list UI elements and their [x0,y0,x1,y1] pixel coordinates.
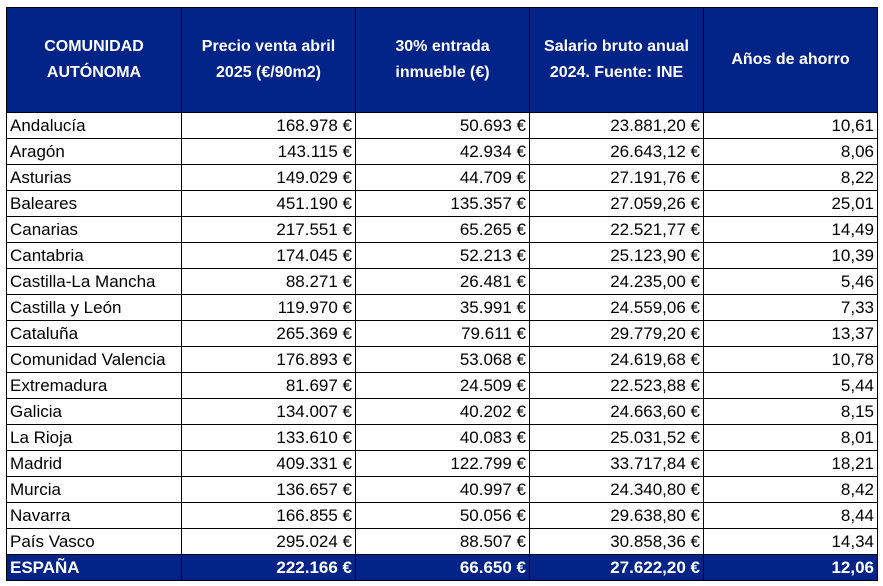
cell-salario[interactable]: 22.523,88 € [530,373,704,399]
cell-salario[interactable]: 25.123,90 € [530,243,704,269]
cell-anos[interactable]: 8,42 [704,477,878,503]
cell-anos[interactable]: 18,21 [704,451,878,477]
cell-entrada[interactable]: 79.611 € [356,321,530,347]
cell-entrada[interactable]: 53.068 € [356,347,530,373]
cell-region[interactable]: Murcia [7,477,182,503]
cell-salario[interactable]: 24.663,60 € [530,399,704,425]
cell-salario[interactable]: 24.235,00 € [530,269,704,295]
cell-region[interactable]: La Rioja [7,425,182,451]
cell-anos[interactable]: 10,61 [704,113,878,139]
cell-precio[interactable]: 168.978 € [182,113,356,139]
cell-entrada[interactable]: 42.934 € [356,139,530,165]
header-salario[interactable]: Salario bruto anual 2024. Fuente: INE [530,8,704,113]
cell-precio[interactable]: 119.970 € [182,295,356,321]
cell-salario[interactable]: 29.779,20 € [530,321,704,347]
total-cell-anos[interactable]: 12,06 [704,555,878,581]
cell-region[interactable]: Cataluña [7,321,182,347]
table-row [7,295,878,321]
cell-entrada[interactable]: 52.213 € [356,243,530,269]
cell-region[interactable]: Asturias [7,165,182,191]
cell-region[interactable]: Canarias [7,217,182,243]
cell-salario[interactable]: 22.521,77 € [530,217,704,243]
header-row [7,8,878,113]
cell-salario[interactable]: 30.858,36 € [530,529,704,555]
cell-region[interactable]: Castilla-La Mancha [7,269,182,295]
cell-salario[interactable]: 27.191,76 € [530,165,704,191]
cell-region[interactable]: Castilla y León [7,295,182,321]
cell-anos[interactable]: 10,78 [704,347,878,373]
spreadsheet-table-container [6,7,877,582]
total-cell-region[interactable]: ESPAÑA [7,555,182,581]
header-precio-venta[interactable]: Precio venta abril 2025 (€/90m2) [182,8,356,113]
table-row [7,113,878,139]
table-row [7,451,878,477]
cell-entrada[interactable]: 50.056 € [356,503,530,529]
total-row [7,555,878,581]
cell-salario[interactable]: 24.619,68 € [530,347,704,373]
cell-anos[interactable]: 7,33 [704,295,878,321]
table-body [7,113,878,555]
cell-precio[interactable]: 143.115 € [182,139,356,165]
cell-precio[interactable]: 88.271 € [182,269,356,295]
cell-region[interactable]: Extremadura [7,373,182,399]
cell-precio[interactable]: 174.045 € [182,243,356,269]
cell-region[interactable]: Comunidad Valencia [7,347,182,373]
table-row [7,477,878,503]
table-row [7,243,878,269]
cell-precio[interactable]: 451.190 € [182,191,356,217]
total-cell-salario[interactable]: 27.622,20 € [530,555,704,581]
cell-anos[interactable]: 8,15 [704,399,878,425]
cell-salario[interactable]: 24.340,80 € [530,477,704,503]
cell-salario[interactable]: 23.881,20 € [530,113,704,139]
cell-anos[interactable]: 8,06 [704,139,878,165]
cell-entrada[interactable]: 26.481 € [356,269,530,295]
total-cell-entrada[interactable]: 66.650 € [356,555,530,581]
table-row [7,373,878,399]
table-row [7,139,878,165]
cell-entrada[interactable]: 50.693 € [356,113,530,139]
header-comunidad[interactable]: COMUNIDAD AUTÓNOMA [7,8,182,113]
cell-region[interactable]: Navarra [7,503,182,529]
table-header [7,8,878,113]
cell-anos[interactable]: 25,01 [704,191,878,217]
cell-region[interactable]: Madrid [7,451,182,477]
cell-precio[interactable]: 409.331 € [182,451,356,477]
cell-anos[interactable]: 5,46 [704,269,878,295]
table-row [7,191,878,217]
cell-entrada[interactable]: 44.709 € [356,165,530,191]
cell-entrada[interactable]: 88.507 € [356,529,530,555]
cell-salario[interactable]: 33.717,84 € [530,451,704,477]
header-entrada[interactable]: 30% entrada inmueble (€) [356,8,530,113]
cell-precio[interactable]: 217.551 € [182,217,356,243]
cell-salario[interactable]: 25.031,52 € [530,425,704,451]
cell-precio[interactable]: 81.697 € [182,373,356,399]
cell-region[interactable]: Aragón [7,139,182,165]
cell-entrada[interactable]: 40.083 € [356,425,530,451]
cell-precio[interactable]: 265.369 € [182,321,356,347]
cell-precio[interactable]: 149.029 € [182,165,356,191]
cell-entrada[interactable]: 40.202 € [356,399,530,425]
total-cell-precio[interactable]: 222.166 € [182,555,356,581]
cell-salario[interactable]: 29.638,80 € [530,503,704,529]
cell-entrada[interactable]: 24.509 € [356,373,530,399]
cell-precio[interactable]: 133.610 € [182,425,356,451]
cell-precio[interactable]: 176.893 € [182,347,356,373]
table-row [7,503,878,529]
table-row [7,529,878,555]
table-row [7,269,878,295]
cell-entrada[interactable]: 122.799 € [356,451,530,477]
cell-anos[interactable]: 8,22 [704,165,878,191]
cell-anos[interactable]: 5,44 [704,373,878,399]
table-row [7,321,878,347]
cell-anos[interactable]: 8,01 [704,425,878,451]
cell-anos[interactable]: 13,37 [704,321,878,347]
cell-anos[interactable]: 14,34 [704,529,878,555]
cell-entrada[interactable]: 35.991 € [356,295,530,321]
cell-entrada[interactable]: 135.357 € [356,191,530,217]
cell-salario[interactable]: 24.559,06 € [530,295,704,321]
table-row [7,217,878,243]
cell-region[interactable]: País Vasco [7,529,182,555]
cell-anos[interactable]: 10,39 [704,243,878,269]
savings-years-table [6,7,878,581]
cell-salario[interactable]: 26.643,12 € [530,139,704,165]
cell-precio[interactable]: 134.007 € [182,399,356,425]
cell-salario[interactable]: 27.059,26 € [530,191,704,217]
cell-entrada[interactable]: 65.265 € [356,217,530,243]
cell-region[interactable]: Baleares [7,191,182,217]
cell-precio[interactable]: 166.855 € [182,503,356,529]
cell-region[interactable]: Andalucía [7,113,182,139]
cell-precio[interactable]: 136.657 € [182,477,356,503]
header-anos-ahorro[interactable]: Años de ahorro [704,8,878,113]
cell-entrada[interactable]: 40.997 € [356,477,530,503]
table-row [7,425,878,451]
table-footer [7,555,878,581]
table-row [7,399,878,425]
cell-region[interactable]: Cantabria [7,243,182,269]
cell-anos[interactable]: 14,49 [704,217,878,243]
cell-anos[interactable]: 8,44 [704,503,878,529]
cell-region[interactable]: Galicia [7,399,182,425]
table-row [7,165,878,191]
table-row [7,347,878,373]
cell-precio[interactable]: 295.024 € [182,529,356,555]
